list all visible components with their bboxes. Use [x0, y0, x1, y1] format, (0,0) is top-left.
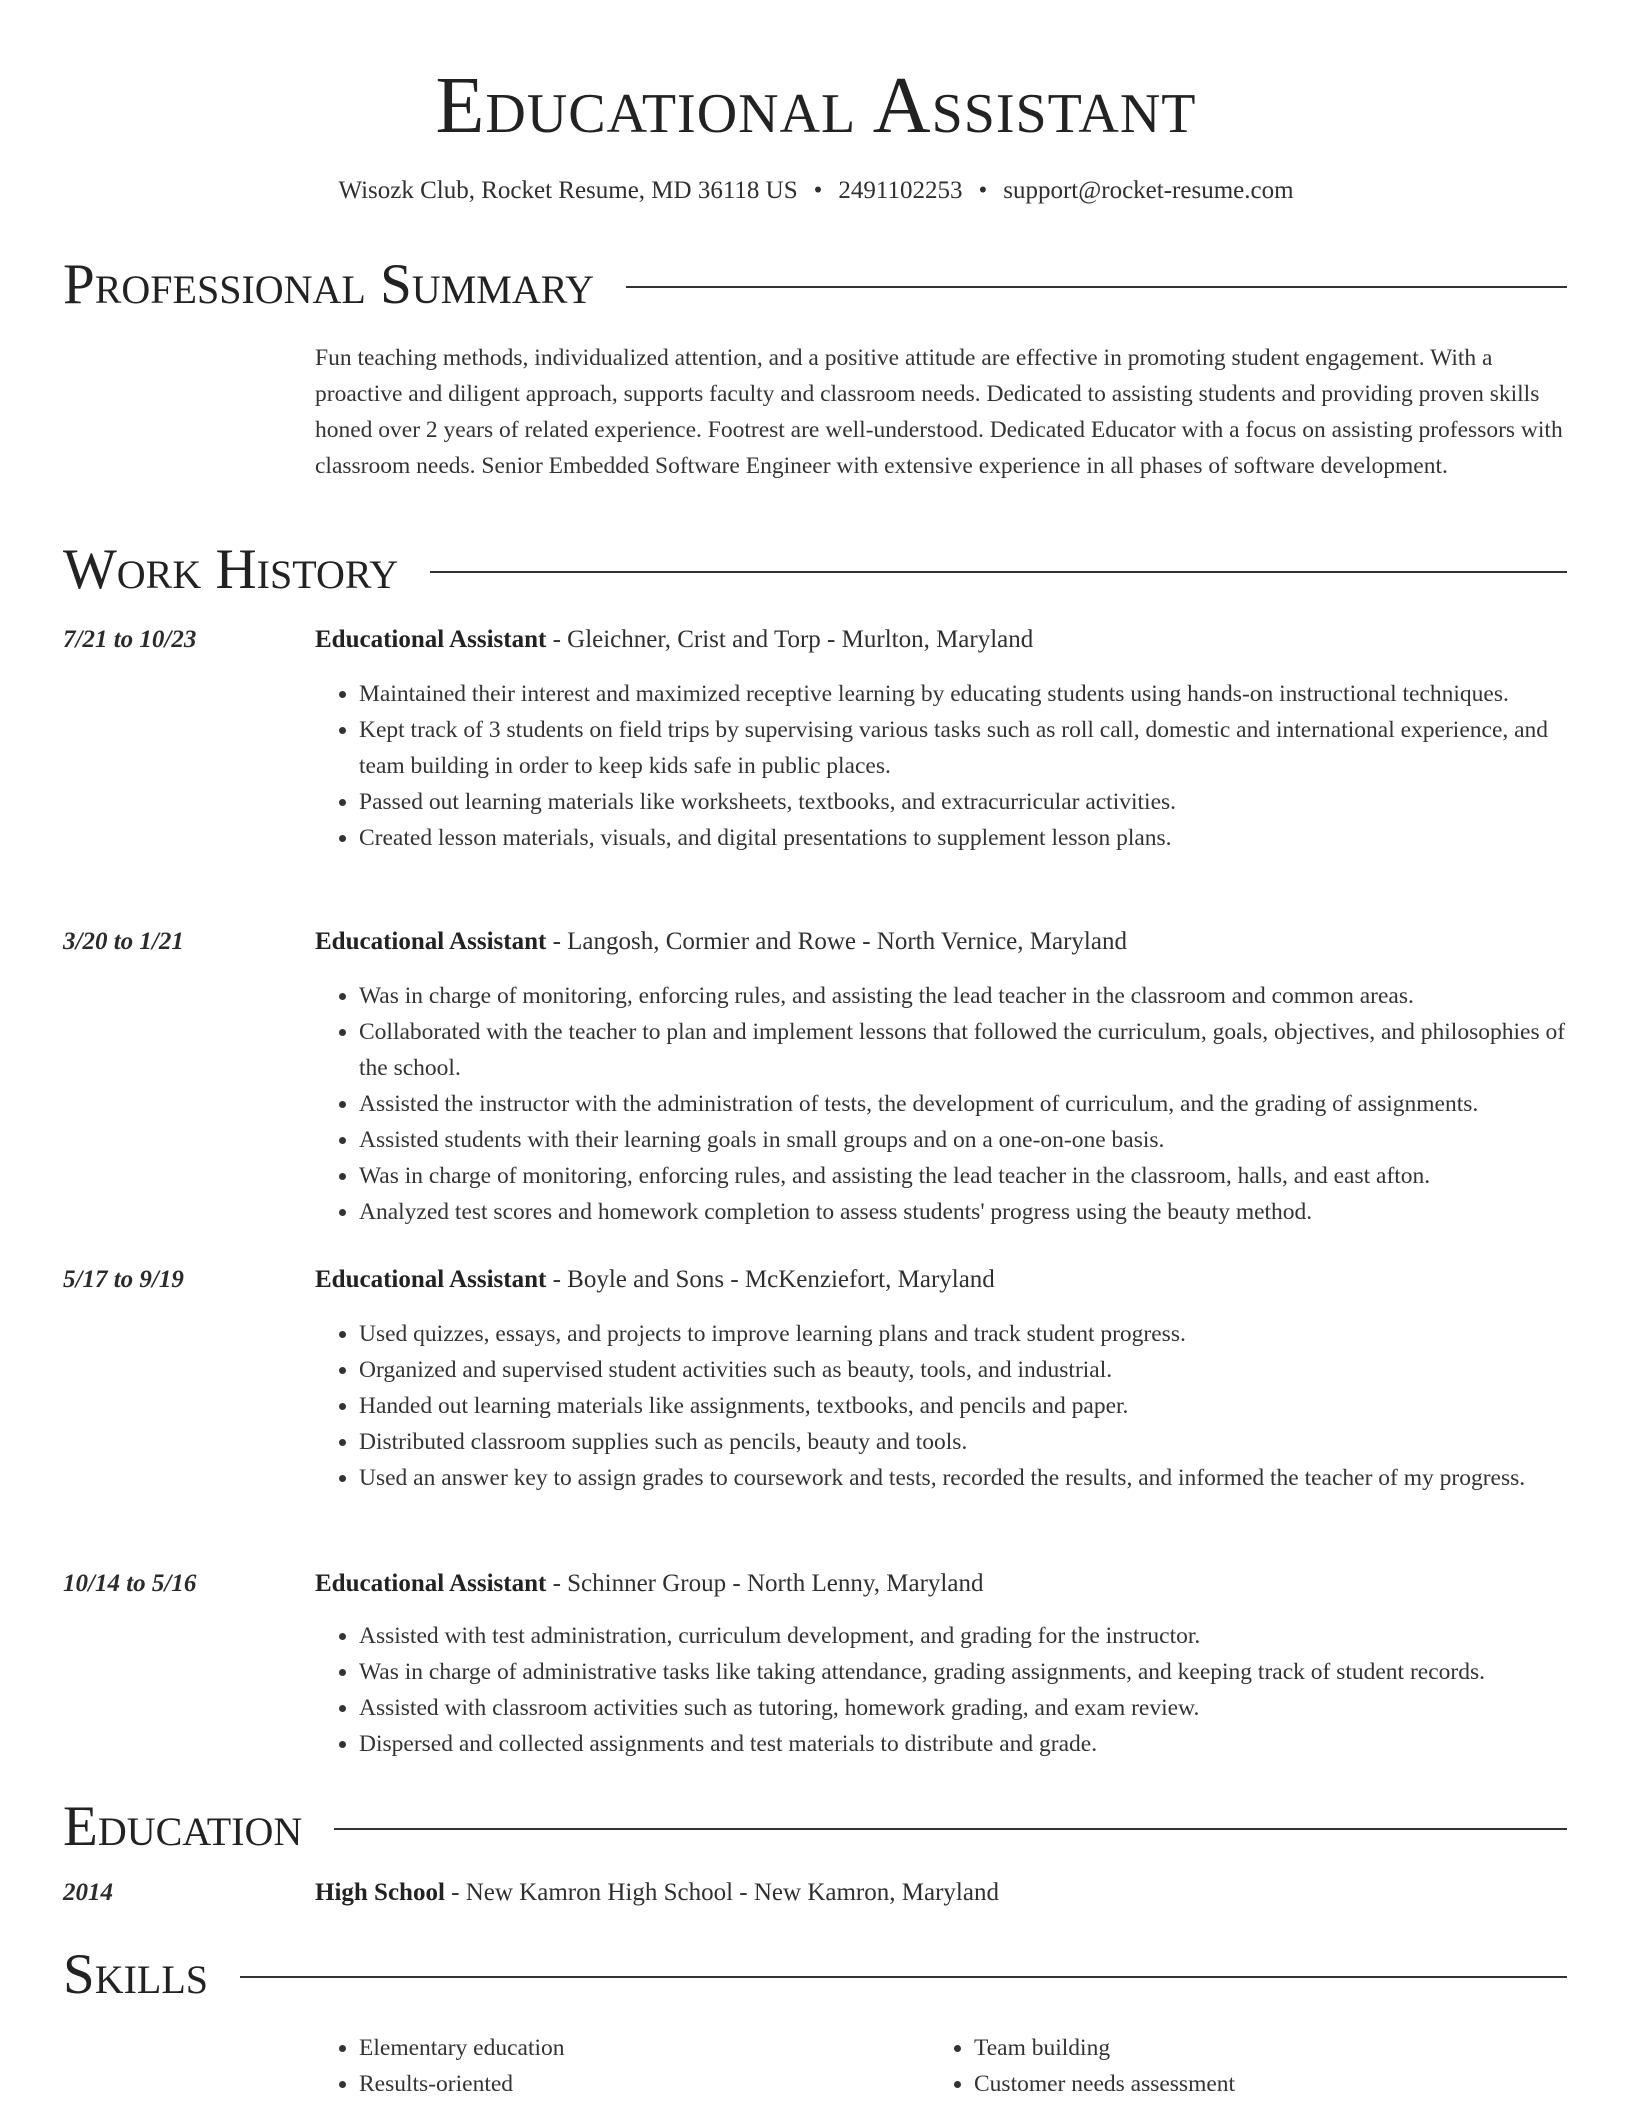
list-item: • Passed out learning materials like worksheets, textbooks, and extracurricular activities. [359, 784, 1589, 820]
list-item: • Organized and supervised student activities such as beauty, tools, and industrial. [359, 1352, 1589, 1388]
education-heading [315, 1875, 999, 1911]
list-item: • Assisted the instructor with the administration of tests, the development of curriculum, and the grading of assignments. [359, 1086, 1589, 1122]
list-item: • Distributed classroom supplies such as pencils, beauty and tools. [359, 1424, 1589, 1460]
list-item: • Used an answer key to assign grades to coursework and tests, recorded the results, and informed the teacher of my progress. [359, 1460, 1589, 1496]
job-employer: - Langosh, Cormier and Rowe - North Vernice, Maryland [546, 928, 1127, 955]
job-dates: 5/17 to 9/19 [63, 1266, 184, 1293]
job-bullets [315, 676, 1589, 856]
job-heading [315, 622, 1033, 658]
list-item: • Collaborated with the teacher to plan and implement lessons that followed the curriculum, goals, objectives, and philosophies of the school. [359, 1014, 1589, 1086]
candidate-name: Educational Assistant [435, 62, 1197, 150]
job-employer: - Schinner Group - North Lenny, Maryland [546, 1570, 984, 1597]
job-dates: 3/20 to 1/21 [63, 928, 184, 955]
education-section-header [63, 1792, 1567, 1862]
education-year: 2014 [63, 1879, 113, 1906]
job-heading [315, 1262, 995, 1298]
degree: High School [315, 1879, 445, 1906]
address: Wisozk Club, Rocket Resume, MD 36118 US [338, 177, 798, 204]
list-item: • Was in charge of monitoring, enforcing rules, and assisting the lead teacher in the classroom and common areas. [359, 978, 1589, 1014]
job-dates: 7/21 to 10/23 [63, 626, 197, 653]
job-title: Educational Assistant [315, 928, 547, 955]
section-title: Professional Summary [63, 253, 595, 316]
list-item: • Was in charge of monitoring, enforcing rules, and assisting the lead teacher in the classroom, halls, and east afton. [359, 1158, 1589, 1194]
section-divider [430, 571, 1567, 573]
skills-list-left [315, 2030, 919, 2102]
summary-text: Fun teaching methods, individualized attention, and a positive attitude are effective in promoting student engagement. With a proactive and diligent approach, supports faculty and classroom needs. Dedicated to assisting students and providing proven skills honed over 2 years of related experience. Footrest are well-understood. Dedicated Educator with a focus on assisting professors with classroom needs. Senior Embedded Software Engineer with extensive experience in all phases of software development. [315, 345, 1563, 479]
contact-line [0, 175, 1632, 207]
summary-section-header [63, 250, 1567, 320]
skill-item: • Customer needs assessment [974, 2066, 1574, 2102]
phone: 2491102253 [838, 177, 963, 204]
job-dates: 10/14 to 5/16 [63, 1570, 197, 1597]
job-bullets [315, 1618, 1589, 1762]
list-item: • Assisted students with their learning goals in small groups and on a one-on-one basis. [359, 1122, 1589, 1158]
section-title: Skills [63, 1943, 209, 2006]
section-title: Education [63, 1795, 303, 1858]
work-section-header [63, 535, 1567, 605]
list-item: • Assisted with test administration, curriculum development, and grading for the instructor. [359, 1618, 1589, 1654]
job-title: Educational Assistant [315, 1570, 547, 1597]
job-title: Educational Assistant [315, 626, 547, 653]
list-item: • Was in charge of administrative tasks like taking attendance, grading assignments, and keeping track of student records. [359, 1654, 1589, 1690]
section-title: Work History [63, 538, 399, 601]
job-title: Educational Assistant [315, 1266, 547, 1293]
section-divider [240, 1976, 1567, 1978]
job-bullets [315, 978, 1589, 1230]
skill-item: • Results-oriented [359, 2066, 919, 2102]
job-employer: - Boyle and Sons - McKenziefort, Maryland [546, 1266, 995, 1293]
list-item: • Maintained their interest and maximized receptive learning by educating students using hands-on instructional techniques. [359, 676, 1589, 712]
list-item: • Analyzed test scores and homework completion to assess students' progress using the beauty method. [359, 1194, 1589, 1230]
school: - New Kamron High School - New Kamron, Maryland [444, 1879, 999, 1906]
section-divider [334, 1828, 1567, 1830]
section-divider [626, 286, 1567, 288]
job-bullets [315, 1316, 1589, 1496]
job-employer: - Gleichner, Crist and Torp - Murlton, Maryland [546, 626, 1034, 653]
skill-item: • Elementary education [359, 2030, 919, 2066]
list-item: • Kept track of 3 students on field trips by supervising various tasks such as roll call, domestic and international experience, and team building in order to keep kids safe in public places. [359, 712, 1589, 784]
skill-item: • Team building [974, 2030, 1574, 2066]
separator: • [813, 177, 823, 204]
list-item: • Used quizzes, essays, and projects to improve learning plans and track student progress. [359, 1316, 1589, 1352]
list-item: • Handed out learning materials like assignments, textbooks, and pencils and paper. [359, 1388, 1589, 1424]
skills-list-right [930, 2030, 1574, 2102]
list-item: • Created lesson materials, visuals, and digital presentations to supplement lesson plans. [359, 820, 1589, 856]
job-heading [315, 1566, 983, 1602]
separator: • [978, 177, 988, 204]
list-item: • Assisted with classroom activities such as tutoring, homework grading, and exam review. [359, 1690, 1589, 1726]
list-item: • Dispersed and collected assignments and test materials to distribute and grade. [359, 1726, 1589, 1762]
skills-section-header [63, 1940, 1567, 2010]
job-heading [315, 924, 1127, 960]
email: support@rocket-resume.com [1003, 177, 1294, 204]
